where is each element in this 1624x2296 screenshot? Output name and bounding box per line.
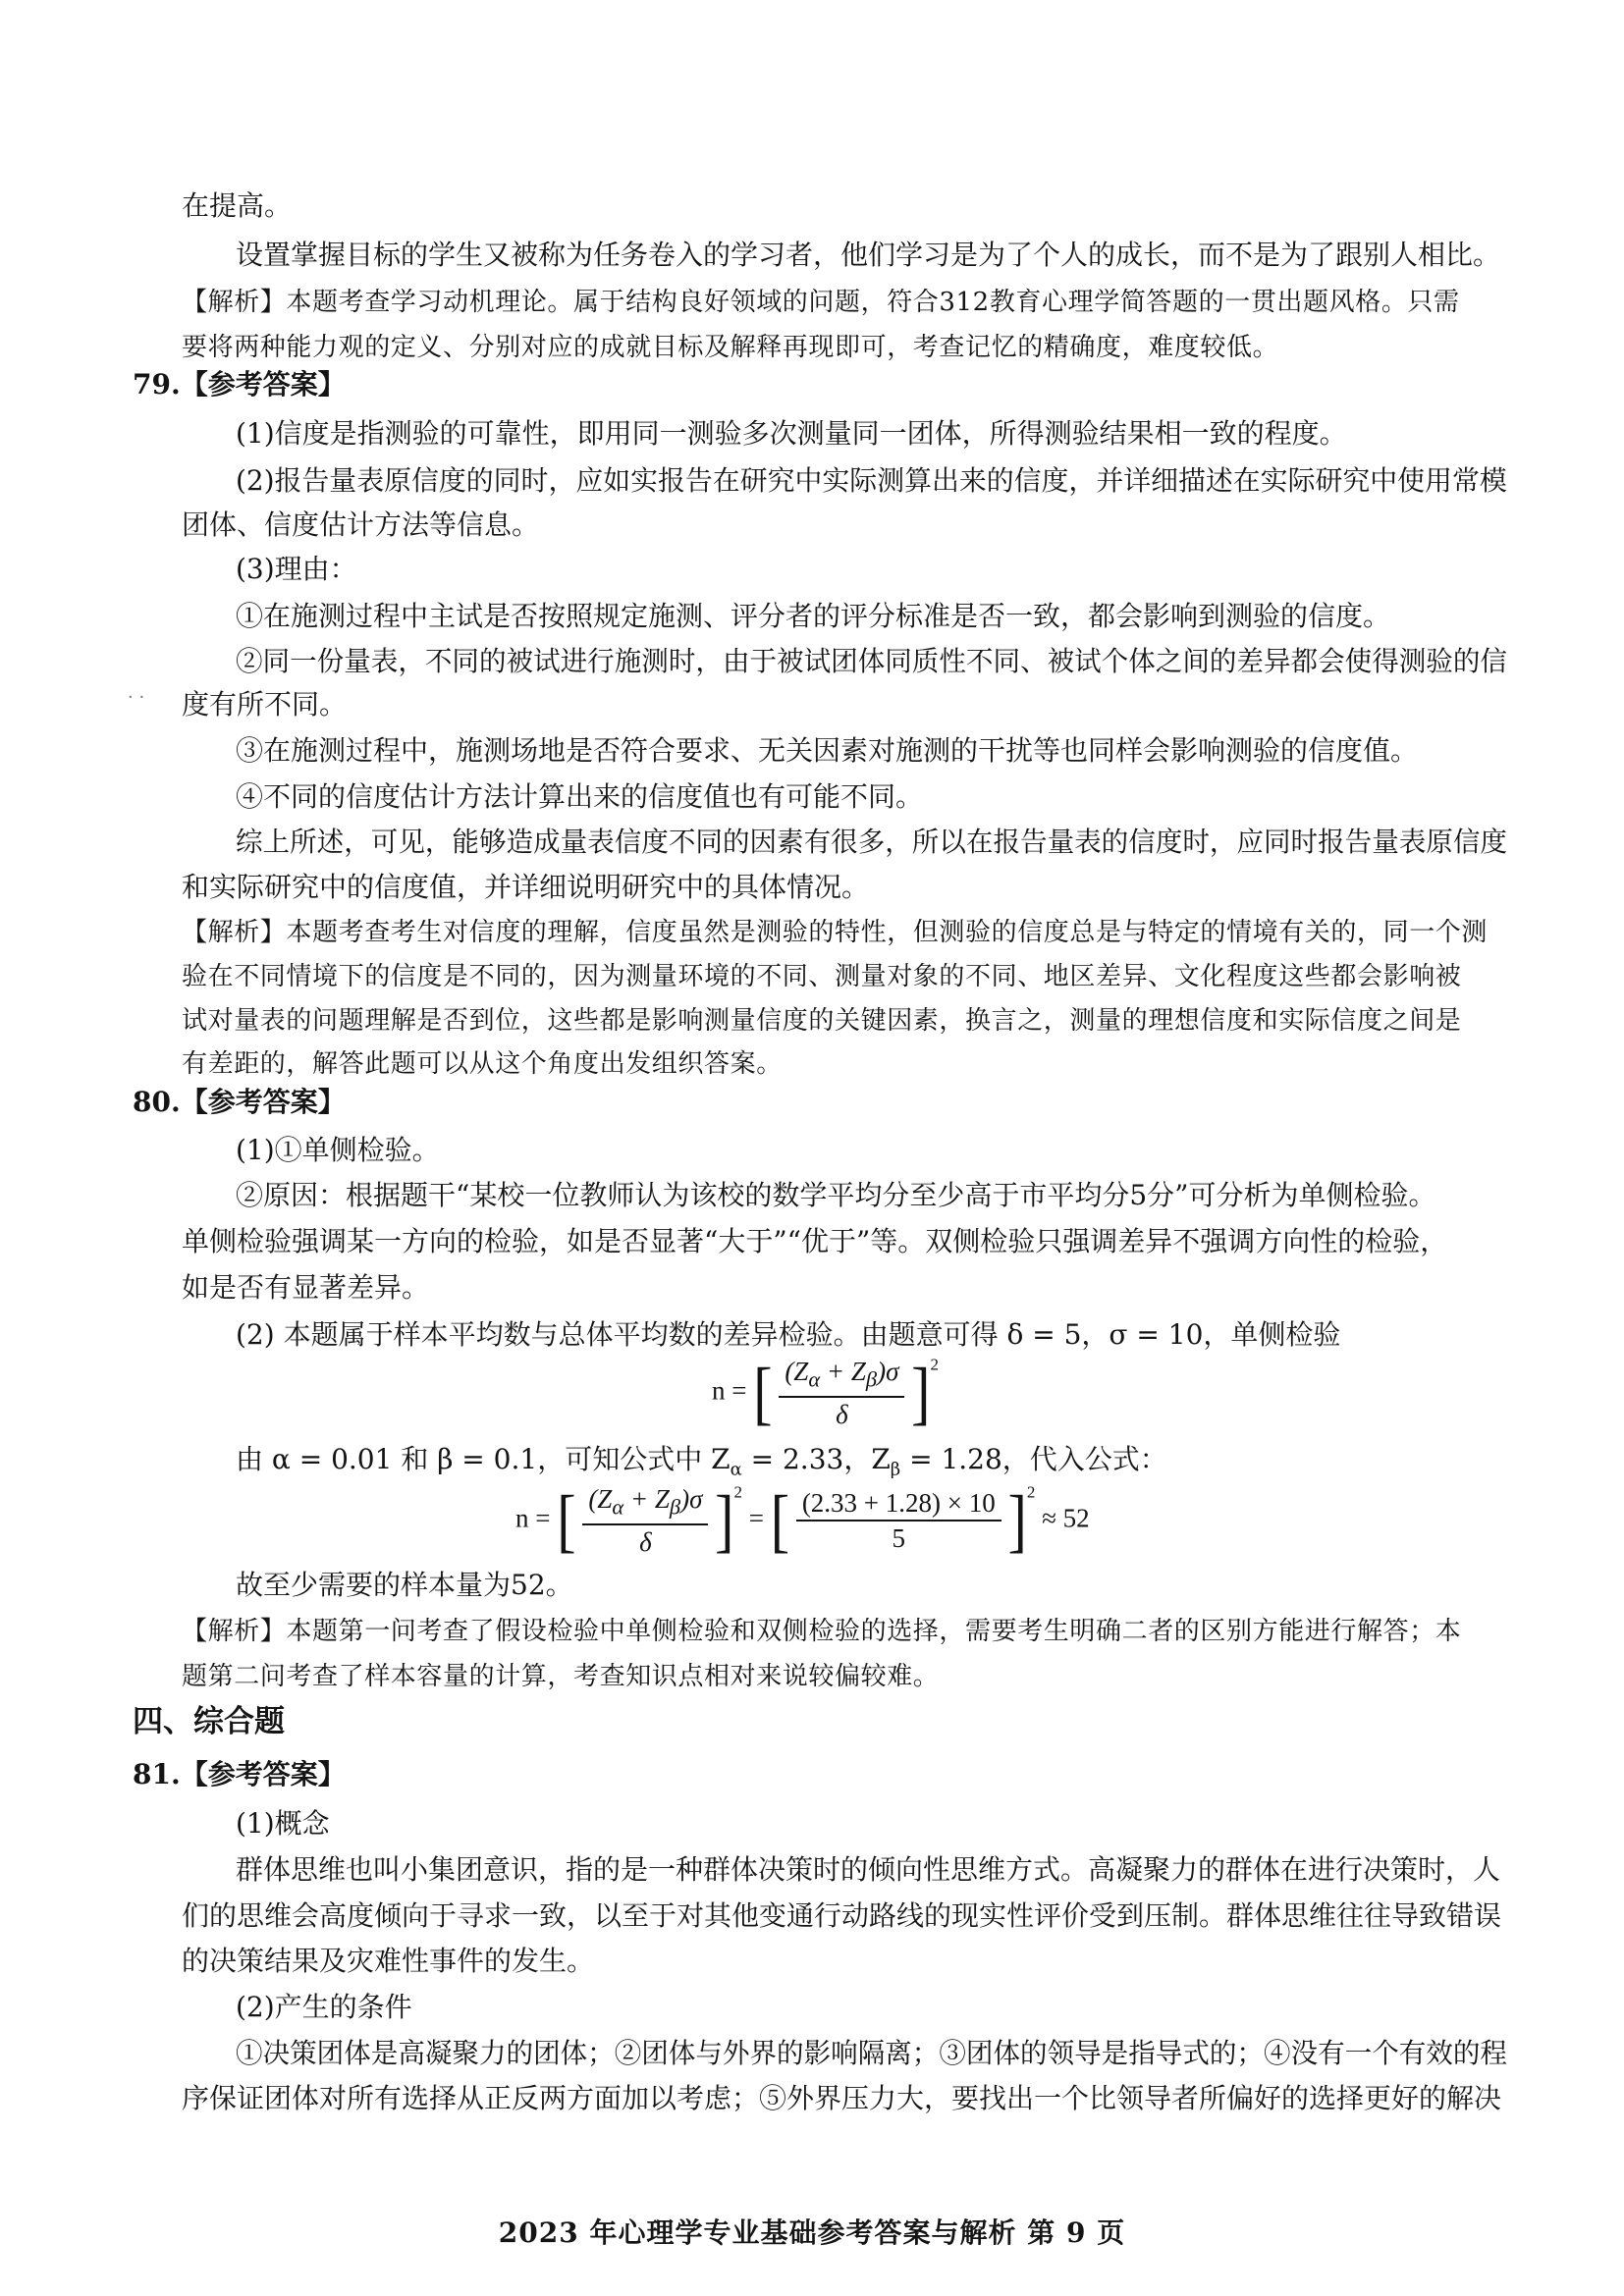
sample-size-calculation: n = [ $\frac{(Z_\alpha + Z_\beta)\sigma}{\delta}$ ]$^2$ = [ $\frac{(2.33 + 1.28) \times 10}{5}$ ]$^2$ ≈ 52 <box>515 1479 1090 1561</box>
analysis-paragraph: 题第二问考查了样本容量的计算，考查知识点相对来说较偏较难。 <box>182 1662 940 1691</box>
text-line: 团体、信度估计方法等信息。 <box>182 508 540 541</box>
text-line: 如是否有显著差异。 <box>182 1271 430 1304</box>
right-bracket: ] <box>911 1352 931 1433</box>
text-line: 综上所述，可见，能够造成量表信度不同的因素有很多，所以在报告量表的信度时，应同时报告量表原信度 <box>236 826 1507 858</box>
sample-size-formula <box>712 1352 939 1433</box>
text-line: ①在施测过程中主试是否按照规定施测、评分者的评分标准是否一致，都会影响到测验的信度。 <box>236 600 1391 632</box>
page-footer: 2023 年心理学专业基础参考答案与解析 第 9 页 <box>498 2216 1126 2249</box>
section-heading: 四、综合题 <box>133 1704 285 1739</box>
text-line: 度有所不同。 <box>182 688 348 721</box>
text-line: 设置掌握目标的学生又被称为任务卷入的学习者，他们学习是为了个人的成长，而不是为了跟别人相比。 <box>236 239 1501 271</box>
analysis-paragraph: 【解析】本题考查学习动机理论。属于结构良好领域的问题，符合312教育心理学简答题的一贯出题风格。只需 <box>182 288 1460 317</box>
text-line: 在提高。 <box>182 189 293 222</box>
question-heading-81: 81.【参考答案】 <box>133 1758 346 1790</box>
text-line: 单侧检验强调某一方向的检验，如是否显著“大于”“优于”等。双侧检验只强调差异不强调方向性的检验， <box>182 1225 1448 1257</box>
text-line: 故至少需要的样本量为52。 <box>236 1569 573 1601</box>
formula-fraction: $\frac{(Z_\alpha + Z_\beta)\sigma}{\delta}$ <box>779 1355 904 1431</box>
formula-lhs: n = <box>712 1375 747 1406</box>
analysis-paragraph: 【解析】本题考查考生对信度的理解，信度虽然是测验的特性，但测验的信度总是与特定的情境有关的，同一个测 <box>182 918 1489 947</box>
text-line: 由 α = 0.01 和 β = 0.1，可知公式中 $Z_\alpha = 2.33$，$Z_\beta = 1.28$，代入公式： <box>236 1443 1167 1480</box>
scan-speck: · · <box>128 687 145 708</box>
analysis-paragraph: 试对量表的问题理解是否到位，这些都是影响测量信度的关键因素，换言之，测量的理想信度和实际信度之间是 <box>182 1006 1462 1036</box>
question-heading-80: 80.【参考答案】 <box>133 1086 346 1118</box>
analysis-paragraph: 【解析】本题第一问考查了假设检验中单侧检验和双侧检验的选择，需要考生明确二者的区别方能进行解答；本 <box>182 1617 1462 1646</box>
text-line: 群体思维也叫小集团意识，指的是一种群体决策时的倾向性思维方式。高凝聚力的群体在进行决策时，人 <box>236 1853 1501 1886</box>
text-line: (2) 本题属于样本平均数与总体平均数的差异检验。由题意可得 δ = 5，σ = 10，单侧检验 <box>236 1318 1341 1351</box>
text-line: 们的思维会高度倾向于寻求一致，以至于对其他变通行动路线的现实性评价受到压制。群体思维往往导致错误 <box>182 1899 1502 1932</box>
text-line: (1)概念 <box>236 1807 330 1840</box>
text-line: ②同一份量表，不同的被试进行施测时，由于被试团体同质性不同、被试个体之间的差异都会使得测验的信 <box>236 645 1507 677</box>
text-line: (2)报告量表原信度的同时，应如实报告在研究中实际测算出来的信度，并详细描述在实际研究中使用常模 <box>236 464 1507 497</box>
text-line: (1)①单侧检验。 <box>236 1134 440 1166</box>
text-line: 的决策结果及灾难性事件的发生。 <box>182 1945 595 1977</box>
left-bracket: [ <box>753 1352 773 1433</box>
question-heading-79: 79.【参考答案】 <box>133 368 346 400</box>
analysis-paragraph: 有差距的，解答此题可以从这个角度出发组织答案。 <box>182 1049 783 1079</box>
text-line: ②原因：根据题干“某校一位教师认为该校的数学平均分至少高于市平均分5分”可分析为单侧检验。 <box>236 1179 1436 1211</box>
text-line: ④不同的信度估计方法计算出来的信度值也有可能不同。 <box>236 780 924 813</box>
text-line: ③在施测过程中，施测场地是否符合要求、无关因素对施测的干扰等也同样会影响测验的信度值。 <box>236 734 1419 767</box>
text-line: ①决策团体是高凝聚力的团体；②团体与外界的影响隔离；③团体的领导是指导式的；④没有一个有效的程 <box>236 2037 1507 2069</box>
text-line: 序保证团体对所有选择从正反两方面加以考虑；⑤外界压力大，要找出一个比领导者所偏好的选择更好的解决 <box>182 2082 1502 2114</box>
text-line: (3)理由： <box>236 553 357 585</box>
exponent: 2 <box>930 1355 939 1374</box>
analysis-paragraph: 要将两种能力观的定义、分别对应的成就目标及解释再现即可，考查记忆的精确度，难度较低。 <box>182 333 1279 362</box>
analysis-paragraph: 验在不同情境下的信度是不同的，因为测量环境的不同、测量对象的不同、地区差异、文化程度这些都会影响被 <box>182 962 1462 991</box>
text-line: 和实际研究中的信度值，并详细说明研究中的具体情况。 <box>182 871 870 903</box>
text-line: (2)产生的条件 <box>236 1991 412 2023</box>
text-line: (1)信度是指测验的可靠性，即用同一测验多次测量同一团体，所得测验结果相一致的程度。 <box>236 417 1347 450</box>
